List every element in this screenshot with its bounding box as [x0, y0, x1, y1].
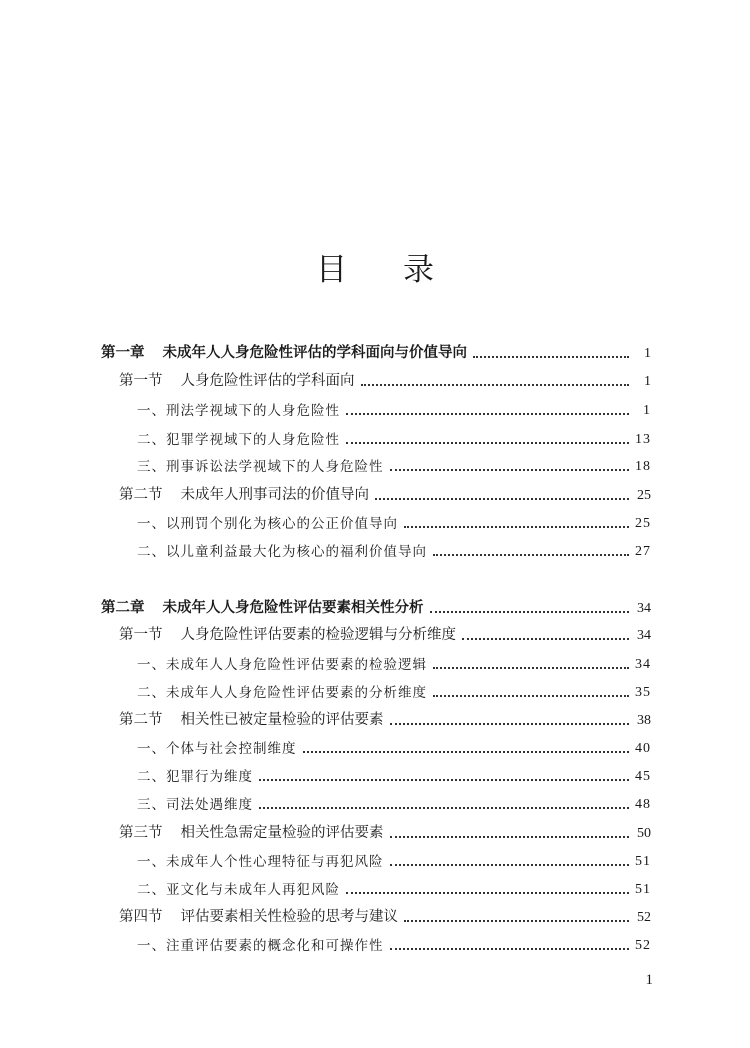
- toc-entry[interactable]: [137, 651, 651, 673]
- toc-entry-label: [137, 737, 297, 757]
- toc-entry-page: 1: [644, 374, 651, 389]
- toc-entry-page: 52: [637, 910, 651, 925]
- toc-entry-label: [119, 905, 398, 926]
- toc-entry-label: [137, 455, 384, 475]
- toc-entry[interactable]: [137, 763, 651, 785]
- toc-entry[interactable]: [137, 791, 651, 813]
- toc-entry-page: 13: [635, 432, 651, 447]
- toc-entry[interactable]: [119, 482, 651, 504]
- toc-entry-title: 三、刑事诉讼法学视域下的人身危险性: [137, 459, 384, 475]
- dot-leader: [433, 667, 629, 669]
- toc-entry-label: [119, 623, 456, 644]
- toc-entry[interactable]: [137, 538, 651, 560]
- toc-entry-title: 人身危险性评估的学科面向: [180, 373, 355, 389]
- toc-entry-title: 未成年人人身危险性评估的学科面向与价值导向: [162, 345, 467, 361]
- dot-leader: [375, 498, 629, 500]
- toc-entry-title: 相关性已被定量检验的评估要素: [180, 712, 384, 728]
- toc-entry[interactable]: [137, 679, 651, 701]
- dot-leader: [346, 413, 629, 415]
- toc-entry-page: 34: [635, 657, 651, 672]
- dot-leader: [259, 779, 629, 781]
- toc-entry[interactable]: [137, 426, 651, 448]
- toc-entry-label: [119, 483, 369, 504]
- toc-entry-label: [137, 850, 384, 870]
- toc-entry-number: 第一章: [101, 345, 145, 361]
- toc-entry[interactable]: [119, 904, 651, 926]
- toc-entry-label: [101, 341, 467, 362]
- toc-entry-page: 25: [637, 488, 651, 503]
- dot-leader: [303, 751, 630, 753]
- dot-leader: [390, 836, 630, 838]
- toc-entry-page: 40: [635, 741, 651, 756]
- toc-entry-title: 一、以刑罚个别化为核心的公正价值导向: [137, 516, 398, 532]
- toc-entry-page: 27: [635, 544, 651, 559]
- toc-entry-page: 35: [635, 685, 651, 700]
- toc-entry-label: [137, 765, 253, 785]
- toc-entry-label: [137, 512, 398, 532]
- dot-leader: [462, 638, 629, 640]
- title-char-left: 目: [316, 252, 347, 288]
- toc-entry-number: 第一节: [119, 627, 163, 643]
- toc-entry-page: 51: [635, 882, 651, 897]
- toc-entry-title: 评估要素相关性检验的思考与建议: [180, 909, 398, 925]
- toc-entry[interactable]: [137, 510, 651, 532]
- toc-entry-title: 一、注重评估要素的概念化和可操作性: [137, 938, 384, 954]
- toc-entry-page: 50: [637, 826, 651, 841]
- toc-entry-number: 第二章: [101, 600, 145, 616]
- toc-entry-title: 未成年人刑事司法的价值导向: [180, 487, 369, 503]
- toc-entry-label: [137, 793, 253, 813]
- toc-entry[interactable]: [137, 876, 651, 898]
- toc-entry[interactable]: [119, 707, 651, 729]
- toc-entry-title: 相关性急需定量检验的评估要素: [180, 825, 384, 841]
- toc-entry-page: 18: [635, 459, 651, 474]
- toc-entry-label: [137, 399, 340, 419]
- toc-entry[interactable]: [119, 368, 651, 390]
- toc-entry[interactable]: [137, 453, 651, 475]
- toc-entry-label: [137, 653, 427, 673]
- toc-entry-title: 二、未成年人人身危险性评估要素的分析维度: [137, 685, 427, 701]
- dot-leader: [259, 807, 629, 809]
- page-number: 1: [645, 972, 653, 988]
- toc-entry-page: 38: [637, 713, 651, 728]
- dot-leader: [473, 356, 629, 358]
- toc-entry-title: 未成年人人身危险性评估要素相关性分析: [162, 600, 424, 616]
- toc-entry-page: 34: [637, 628, 651, 643]
- toc-entry-page: 48: [635, 797, 651, 812]
- toc-entry-number: 第一节: [119, 373, 163, 389]
- toc-entry-title: 二、亚文化与未成年人再犯风险: [137, 882, 340, 898]
- toc-entry[interactable]: [101, 340, 651, 362]
- toc-entry-page: 25: [635, 516, 651, 531]
- dot-leader: [390, 723, 630, 725]
- dot-leader: [390, 948, 630, 950]
- toc-entry-title: 一、个体与社会控制维度: [137, 741, 297, 757]
- dot-leader: [404, 526, 629, 528]
- dot-leader: [361, 384, 630, 386]
- dot-leader: [430, 611, 630, 613]
- toc-entry-page: 51: [635, 854, 651, 869]
- toc-entry-label: [137, 428, 340, 448]
- toc-entry-title: 一、刑法学视域下的人身危险性: [137, 403, 340, 419]
- dot-leader: [404, 920, 629, 922]
- dot-leader: [390, 864, 630, 866]
- toc-entry-label: [137, 934, 384, 954]
- toc-entry-title: 二、犯罪学视域下的人身危险性: [137, 432, 340, 448]
- toc-entry-label: [137, 878, 340, 898]
- toc-entry-page: 1: [643, 403, 651, 418]
- toc-entry-page: 52: [635, 938, 651, 953]
- toc-entry[interactable]: [119, 622, 651, 644]
- dot-leader: [433, 554, 629, 556]
- toc-entry[interactable]: [101, 595, 651, 617]
- toc-entry-title: 二、以儿童利益最大化为核心的福利价值导向: [137, 544, 427, 560]
- toc-entry-title: 人身危险性评估要素的检验逻辑与分析维度: [180, 627, 456, 643]
- toc-entry[interactable]: [137, 735, 651, 757]
- toc-entry[interactable]: [137, 932, 651, 954]
- toc-entry-label: [119, 708, 384, 729]
- toc-entry-number: 第二节: [119, 712, 163, 728]
- page-title: [0, 244, 750, 289]
- toc-entry-label: [119, 369, 355, 390]
- dot-leader: [346, 892, 629, 894]
- toc-entry[interactable]: [119, 820, 651, 842]
- toc-entry-label: [119, 821, 384, 842]
- toc-entry-page: 34: [637, 601, 651, 616]
- toc-entry-label: [101, 596, 424, 617]
- dot-leader: [433, 695, 629, 697]
- toc-entry-title: 二、犯罪行为维度: [137, 769, 253, 785]
- toc-entry[interactable]: [137, 848, 651, 870]
- title-char-right: 录: [403, 252, 434, 288]
- toc-entry-number: 第二节: [119, 487, 163, 503]
- dot-leader: [346, 442, 629, 444]
- toc-entry[interactable]: [137, 397, 651, 419]
- toc-entry-title: 三、司法处遇维度: [137, 797, 253, 813]
- toc-entry-label: [137, 540, 427, 560]
- toc-entry-title: 一、未成年人人身危险性评估要素的检验逻辑: [137, 657, 427, 673]
- toc-entry-page: 45: [635, 769, 651, 784]
- toc-entry-number: 第三节: [119, 825, 163, 841]
- toc-entry-label: [137, 681, 427, 701]
- toc-entry-page: 1: [644, 346, 651, 361]
- toc-entry-number: 第四节: [119, 909, 163, 925]
- toc-entry-title: 一、未成年人个性心理特征与再犯风险: [137, 854, 384, 870]
- dot-leader: [390, 469, 630, 471]
